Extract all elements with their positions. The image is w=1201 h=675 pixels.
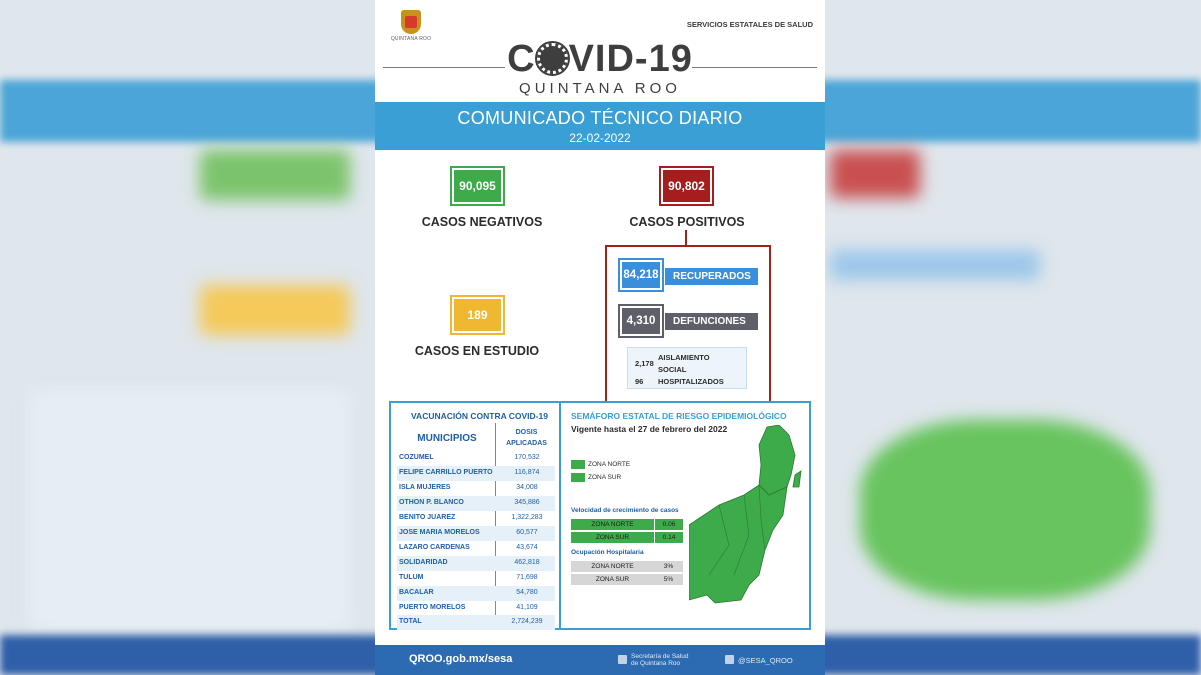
negativos-value: 90,095 bbox=[454, 170, 501, 202]
agency-name: SERVICIOS ESTATALES DE SALUD bbox=[686, 20, 813, 29]
legend-label-sur: ZONA SUR bbox=[588, 474, 622, 481]
velocidad-zona: ZONA NORTE bbox=[591, 521, 634, 528]
recuperados-value: 84,218 bbox=[622, 262, 660, 288]
title-rule-right bbox=[692, 67, 817, 68]
defunciones-value: 4,310 bbox=[622, 308, 660, 334]
page-title bbox=[505, 40, 695, 78]
facebook-line-1: Secretaría de Salud bbox=[631, 653, 689, 660]
table-row bbox=[397, 451, 555, 466]
dosis-value: 71,698 bbox=[516, 574, 538, 581]
zona-norte-region bbox=[759, 425, 795, 495]
defunciones-label: DEFUNCIONES bbox=[665, 313, 758, 330]
table-row bbox=[397, 496, 555, 511]
twitter-icon bbox=[725, 655, 734, 664]
dosis-value: 54,780 bbox=[516, 589, 538, 596]
title-right: VID-19 bbox=[568, 38, 693, 80]
cozumel-island bbox=[793, 471, 801, 487]
dosis-header-1: DOSIS bbox=[515, 429, 538, 436]
municipio-name: FELIPE CARRILLO PUERTO bbox=[399, 469, 493, 476]
logo-text: QUINTANA ROO bbox=[390, 36, 432, 42]
table-row bbox=[397, 586, 555, 601]
ocupacion-valor: 3% bbox=[663, 563, 674, 570]
ocupacion-row bbox=[571, 574, 683, 585]
table-row bbox=[397, 481, 555, 496]
legend-label-norte: ZONA NORTE bbox=[588, 461, 631, 468]
facebook-handle[interactable] bbox=[631, 653, 688, 667]
municipio-name: BENITO JUAREZ bbox=[399, 514, 456, 521]
covid-poster bbox=[375, 0, 825, 675]
website-link[interactable]: QROO.gob.mx/sesa bbox=[409, 653, 513, 665]
dosis-value: 1,322,283 bbox=[511, 514, 543, 521]
hospitalizados-value: 96 bbox=[635, 377, 644, 386]
table-row bbox=[397, 601, 555, 616]
dosis-value: 43,674 bbox=[516, 544, 538, 551]
background-blob bbox=[30, 390, 350, 630]
dosis-value: 60,577 bbox=[516, 529, 538, 536]
municipio-name: TULUM bbox=[399, 574, 424, 581]
dosis-header bbox=[499, 427, 554, 449]
velocidad-valor: 0.06 bbox=[654, 519, 683, 530]
municipio-name: BACALAR bbox=[399, 589, 434, 596]
twitter-handle[interactable]: @SESA_QROO bbox=[738, 656, 793, 665]
facebook-icon bbox=[618, 655, 627, 664]
title-left: C bbox=[507, 38, 536, 80]
legend-swatch-norte bbox=[571, 460, 585, 469]
info-panel bbox=[389, 401, 811, 630]
dosis-value: 2,724,239 bbox=[511, 618, 543, 625]
table-row bbox=[397, 511, 555, 526]
dosis-value: 116,874 bbox=[514, 469, 540, 476]
background-blob bbox=[200, 285, 350, 335]
municipio-name: OTHON P. BLANCO bbox=[399, 499, 464, 506]
municipio-name: SOLIDARIDAD bbox=[399, 559, 448, 566]
aislamiento-box bbox=[627, 347, 747, 389]
ocupacion-zona: ZONA NORTE bbox=[591, 563, 634, 570]
municipio-name: LAZARO CARDENAS bbox=[399, 544, 470, 551]
table-row bbox=[397, 556, 555, 571]
banner-date: 22-02-2022 bbox=[569, 131, 631, 145]
coat-of-arms-icon bbox=[401, 10, 421, 34]
page-subtitle: QUINTANA ROO bbox=[519, 80, 681, 97]
background-blob bbox=[860, 420, 1150, 600]
background-blob bbox=[830, 250, 1040, 280]
municipio-name: TOTAL bbox=[399, 618, 422, 625]
table-row bbox=[397, 466, 555, 481]
positivos-value: 90,802 bbox=[663, 170, 710, 202]
ocupacion-zona: ZONA SUR bbox=[595, 576, 630, 583]
banner-title: COMUNICADO TÉCNICO DIARIO bbox=[457, 108, 743, 128]
aislamiento-value: 2,178 bbox=[635, 359, 654, 368]
vaccination-title: VACUNACIÓN CONTRA COVID-19 bbox=[411, 411, 548, 421]
dosis-value: 34,008 bbox=[516, 484, 538, 491]
aislamiento-label-1: AISLAMIENTO bbox=[658, 353, 710, 362]
aislamiento-label-2: SOCIAL bbox=[658, 365, 687, 374]
virus-icon bbox=[537, 43, 568, 74]
municipio-name: JOSE MARIA MORELOS bbox=[399, 529, 480, 536]
title-banner bbox=[375, 102, 825, 150]
zona-sur-region bbox=[689, 485, 787, 603]
ocupacion-row bbox=[571, 561, 683, 572]
title-rule-left bbox=[383, 67, 505, 68]
municipio-name: PUERTO MORELOS bbox=[399, 604, 466, 611]
estudio-box bbox=[450, 295, 505, 335]
background-blob bbox=[830, 150, 920, 198]
recuperados-label: RECUPERADOS bbox=[665, 268, 758, 285]
ocupacion-valor: 5% bbox=[663, 576, 674, 583]
dosis-value: 170,532 bbox=[514, 454, 540, 461]
aislamiento-label bbox=[658, 352, 710, 376]
positivos-box bbox=[659, 166, 714, 206]
table-row bbox=[397, 571, 555, 586]
dosis-value: 345,886 bbox=[514, 499, 540, 506]
velocidad-row bbox=[571, 532, 683, 543]
facebook-line-2: de Quintana Roo bbox=[631, 660, 681, 667]
semaforo-vigencia: Vigente hasta el 27 de febrero del 2022 bbox=[571, 424, 728, 434]
estudio-label: CASOS EN ESTUDIO bbox=[414, 344, 540, 358]
negativos-label: CASOS NEGATIVOS bbox=[421, 215, 543, 229]
semaforo-title: SEMÁFORO ESTATAL DE RIESGO EPIDEMIOLÓGICO bbox=[571, 411, 787, 421]
background-blob bbox=[200, 150, 350, 200]
quintana-roo-map bbox=[689, 425, 807, 607]
negativos-box bbox=[450, 166, 505, 206]
poster-footer bbox=[375, 645, 825, 675]
ocupacion-title: Ocupación Hospitalaria bbox=[571, 549, 644, 556]
municipios-header: MUNICIPIOS bbox=[417, 433, 477, 444]
velocidad-row bbox=[571, 519, 683, 530]
recuperados-box bbox=[618, 258, 664, 292]
velocidad-title: Velocidad de crecimiento de casos bbox=[571, 507, 679, 514]
state-logo bbox=[388, 10, 434, 42]
velocidad-valor: 0.14 bbox=[654, 532, 683, 543]
municipio-name: COZUMEL bbox=[399, 454, 434, 461]
positivos-label: CASOS POSITIVOS bbox=[629, 215, 745, 229]
table-row bbox=[397, 541, 555, 556]
estudio-value: 189 bbox=[454, 299, 501, 331]
table-row bbox=[397, 526, 555, 541]
legend-swatch-sur bbox=[571, 473, 585, 482]
panel-divider bbox=[559, 403, 561, 628]
dosis-value: 462,818 bbox=[514, 559, 540, 566]
defunciones-box bbox=[618, 304, 664, 338]
table-row-total bbox=[397, 615, 555, 630]
velocidad-zona: ZONA SUR bbox=[595, 534, 630, 541]
municipio-name: ISLA MUJERES bbox=[399, 484, 451, 491]
dosis-header-2: APLICADAS bbox=[506, 440, 547, 447]
positivos-connector bbox=[685, 230, 687, 245]
dosis-value: 41,109 bbox=[516, 604, 538, 611]
hospitalizados-label: HOSPITALIZADOS bbox=[658, 377, 724, 386]
